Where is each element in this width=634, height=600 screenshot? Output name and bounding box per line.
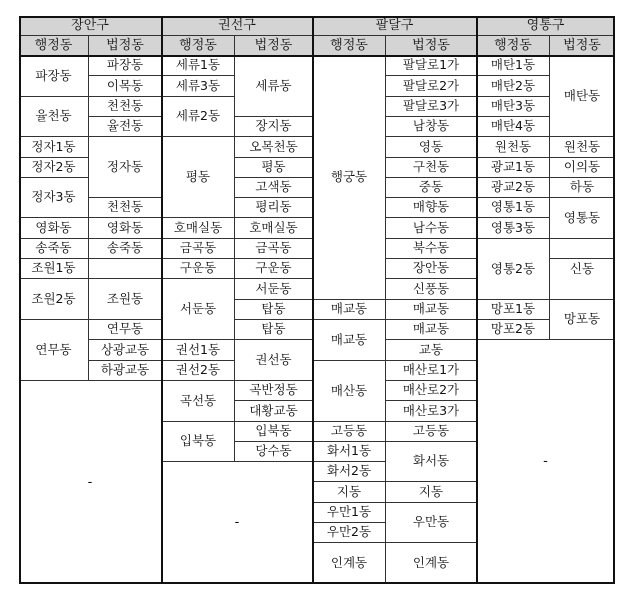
empty-cell xyxy=(89,259,162,279)
admin-dong-cell: 우만1동 xyxy=(313,503,386,523)
legal-dong-cell: 매산로2가 xyxy=(386,381,477,401)
legal-dong-cell: 연무동 xyxy=(89,320,162,340)
admin-dong-cell: 매산동 xyxy=(313,361,386,422)
admin-dong-cell: 화서2동 xyxy=(313,462,386,482)
legal-dong-cell: 호매실동 xyxy=(235,218,313,239)
legal-dong-cell: 곡반정동 xyxy=(235,381,313,401)
admin-dong-cell: 영화동 xyxy=(19,218,89,239)
legal-dong-cell: 천천동 xyxy=(89,198,162,218)
legal-dong-cell: 북수동 xyxy=(386,239,477,259)
legal-dong-cell: 고등동 xyxy=(386,422,477,442)
district-header: 장안구 xyxy=(19,16,162,36)
legal-dong-cell: 매탄동 xyxy=(550,56,615,137)
legal-dong-cell: 탑동 xyxy=(235,320,313,340)
legal-dong-cell: 매향동 xyxy=(386,198,477,218)
legal-dong-cell: 팔달로1가 xyxy=(386,56,477,76)
admin-dong-cell: 연무동 xyxy=(19,320,89,381)
admin-dong-cell: 영통2동 xyxy=(477,239,550,300)
legal-dong-cell: 중동 xyxy=(386,178,477,198)
legal-dong-cell: 원천동 xyxy=(550,137,615,158)
admin-dong-cell: 조원2동 xyxy=(19,279,89,320)
legal-dong-cell: 영통동 xyxy=(550,198,615,239)
legal-dong-cell: 구천동 xyxy=(386,158,477,178)
admin-dong-cell: 세류3동 xyxy=(162,76,235,97)
admin-dong-cell: 매탄2동 xyxy=(477,76,550,97)
empty-cell: - xyxy=(162,462,313,584)
legal-dong-cell: 율전동 xyxy=(89,117,162,137)
legal-dong-cell: 평리동 xyxy=(235,198,313,218)
admin-dong-cell: 평동 xyxy=(162,137,235,218)
legal-dong-cell: 권선동 xyxy=(235,340,313,381)
legal-dong-cell: 파장동 xyxy=(89,56,162,76)
legal-dong-cell: 오목천동 xyxy=(235,137,313,158)
district-dong-table xyxy=(19,16,615,584)
column-header: 법정동 xyxy=(89,36,162,56)
column-header: 법정동 xyxy=(235,36,313,56)
legal-dong-cell: 송죽동 xyxy=(89,239,162,259)
district-header: 영통구 xyxy=(477,16,615,36)
column-header: 행정동 xyxy=(313,36,386,56)
legal-dong-cell: 서둔동 xyxy=(235,279,313,300)
empty-cell: - xyxy=(19,381,162,584)
legal-dong-cell: 우만동 xyxy=(386,503,477,543)
admin-dong-cell: 입북동 xyxy=(162,422,235,462)
admin-dong-cell: 망포2동 xyxy=(477,320,550,340)
legal-dong-cell: 천천동 xyxy=(89,97,162,117)
column-header: 행정동 xyxy=(162,36,235,56)
column-header: 법정동 xyxy=(386,36,477,56)
legal-dong-cell: 신풍동 xyxy=(386,279,477,300)
legal-dong-cell: 대황교동 xyxy=(235,401,313,422)
legal-dong-cell: 이의동 xyxy=(550,158,615,178)
admin-dong-cell: 인계동 xyxy=(313,543,386,584)
admin-dong-cell: 곡선동 xyxy=(162,381,235,422)
legal-dong-cell: 세류동 xyxy=(235,56,313,117)
legal-dong-cell: 화서동 xyxy=(386,442,477,482)
admin-dong-cell: 매탄1동 xyxy=(477,56,550,76)
legal-dong-cell: 고색동 xyxy=(235,178,313,198)
legal-dong-cell: 장지동 xyxy=(235,117,313,137)
admin-dong-cell: 정자1동 xyxy=(19,137,89,158)
admin-dong-cell: 고등동 xyxy=(313,422,386,442)
legal-dong-cell: 영화동 xyxy=(89,218,162,239)
admin-dong-cell: 행궁동 xyxy=(313,56,386,300)
legal-dong-cell: 상광교동 xyxy=(89,340,162,361)
legal-dong-cell: 매교동 xyxy=(386,300,477,320)
legal-dong-cell: 평동 xyxy=(235,158,313,178)
legal-dong-cell: 팔달로3가 xyxy=(386,97,477,117)
legal-dong-cell: 남수동 xyxy=(386,218,477,239)
empty-cell xyxy=(550,239,615,259)
admin-dong-cell: 매탄3동 xyxy=(477,97,550,117)
legal-dong-cell: 망포동 xyxy=(550,300,615,340)
admin-dong-cell: 화서1동 xyxy=(313,442,386,462)
admin-dong-cell: 매탄4동 xyxy=(477,117,550,137)
admin-dong-cell: 광교1동 xyxy=(477,158,550,178)
legal-dong-cell: 조원동 xyxy=(89,279,162,320)
admin-dong-cell: 서둔동 xyxy=(162,279,235,340)
admin-dong-cell: 영통3동 xyxy=(477,218,550,239)
legal-dong-cell: 인계동 xyxy=(386,543,477,584)
column-header: 행정동 xyxy=(19,36,89,56)
legal-dong-cell: 금곡동 xyxy=(235,239,313,259)
admin-dong-cell: 매교동 xyxy=(313,320,386,361)
admin-dong-cell: 세류1동 xyxy=(162,56,235,76)
admin-dong-cell: 구운동 xyxy=(162,259,235,279)
legal-dong-cell: 탑동 xyxy=(235,300,313,320)
column-header: 행정동 xyxy=(477,36,550,56)
admin-dong-cell: 정자3동 xyxy=(19,178,89,218)
legal-dong-cell: 남창동 xyxy=(386,117,477,137)
empty-cell: - xyxy=(477,340,615,584)
admin-dong-cell: 권선2동 xyxy=(162,361,235,381)
legal-dong-cell: 매산로3가 xyxy=(386,401,477,422)
legal-dong-cell: 팔달로2가 xyxy=(386,76,477,97)
legal-dong-cell: 입북동 xyxy=(235,422,313,442)
legal-dong-cell: 당수동 xyxy=(235,442,313,462)
legal-dong-cell: 매산로1가 xyxy=(386,361,477,381)
admin-dong-cell: 권선1동 xyxy=(162,340,235,361)
admin-dong-cell: 송죽동 xyxy=(19,239,89,259)
admin-dong-cell: 금곡동 xyxy=(162,239,235,259)
legal-dong-cell: 정자동 xyxy=(89,137,162,198)
admin-dong-cell: 매교동 xyxy=(313,300,386,320)
legal-dong-cell: 이목동 xyxy=(89,76,162,97)
admin-dong-cell: 원천동 xyxy=(477,137,550,158)
admin-dong-cell: 우만2동 xyxy=(313,523,386,543)
district-header: 권선구 xyxy=(162,16,313,36)
legal-dong-cell: 구운동 xyxy=(235,259,313,279)
admin-dong-cell: 파장동 xyxy=(19,56,89,97)
admin-dong-cell: 호매실동 xyxy=(162,218,235,239)
admin-dong-cell: 정자2동 xyxy=(19,158,89,178)
legal-dong-cell: 영동 xyxy=(386,137,477,158)
legal-dong-cell: 하동 xyxy=(550,178,615,198)
admin-dong-cell: 지동 xyxy=(313,482,386,503)
admin-dong-cell: 율천동 xyxy=(19,97,89,137)
legal-dong-cell: 하광교동 xyxy=(89,361,162,381)
admin-dong-cell: 광교2동 xyxy=(477,178,550,198)
column-header: 법정동 xyxy=(550,36,615,56)
district-header: 팔달구 xyxy=(313,16,477,36)
legal-dong-cell: 교동 xyxy=(386,340,477,361)
legal-dong-cell: 지동 xyxy=(386,482,477,503)
admin-dong-cell: 망포1동 xyxy=(477,300,550,320)
legal-dong-cell: 신동 xyxy=(550,239,615,300)
legal-dong-cell: 매교동 xyxy=(386,320,477,340)
legal-dong-cell: 장안동 xyxy=(386,259,477,279)
admin-dong-cell: 세류2동 xyxy=(162,97,235,137)
admin-dong-cell: 조원1동 xyxy=(19,259,89,279)
admin-dong-cell: 영통1동 xyxy=(477,198,550,218)
